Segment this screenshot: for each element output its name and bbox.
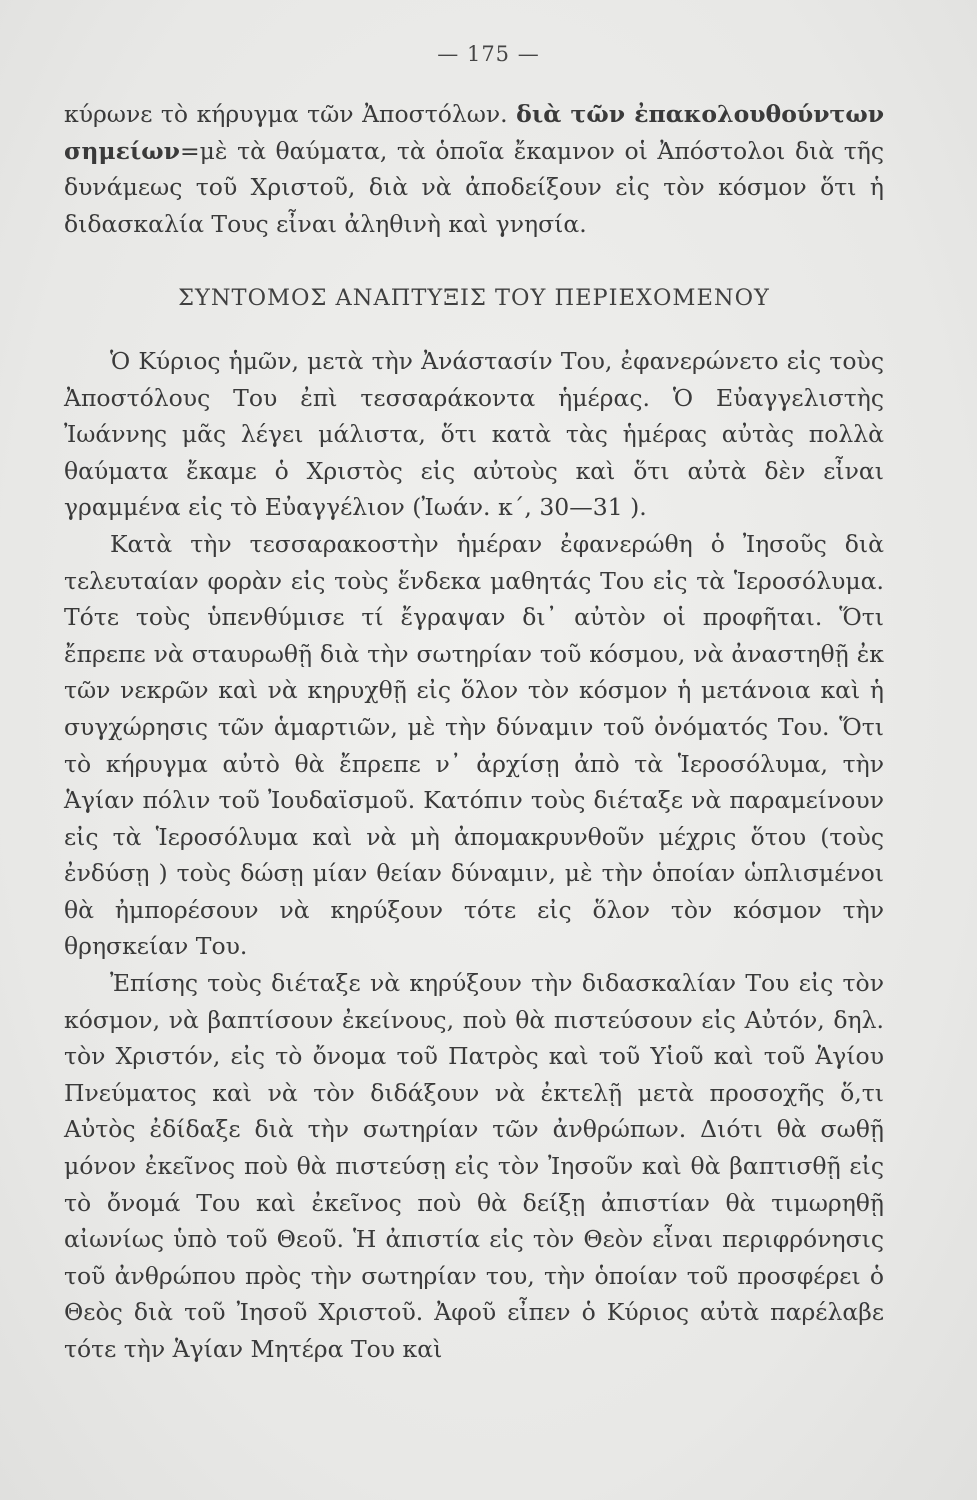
intro-text-end: =μὲ τὰ θαύματα, τὰ ὁποῖα ἔκαμνον οἱ Ἀπόστολοι διὰ τῆς δυνάμεως τοῦ Χριστοῦ, διὰ νὰ ἀποδείξουν εἰς τὸν κόσμον ὅτι ἡ διδασκαλία Τους εἶναι ἀληθινὴ καὶ γνησία.	[64, 136, 884, 238]
page-body	[64, 96, 884, 1368]
page-number: — 175 —	[437, 42, 540, 66]
body-paragraph-1: Ὁ Κύριος ἡμῶν, μετὰ τὴν Ἀνάστασίν Του, ἐφανερώνετο εἰς τοὺς Ἀποστόλους Του ἐπὶ τεσσαράκοντα ἡμέρας. Ὁ Εὐαγγελιστὴς Ἰωάννης μᾶς λέγει μάλιστα, ὅτι κατὰ τὰς ἡμέρας αὐτὰς πολλὰ θαύματα ἔκαμε ὁ Χριστὸς εἰς αὐτοὺς καὶ ὅτι αὐτὰ δὲν εἶναι γραμμένα εἰς τὸ Εὐαγγέλιον (Ἰωάν. κ΄, 30—31 ).	[64, 346, 884, 522]
intro-bold-phrase: διὰ τῶν ἐπακολουθούντων σημείων	[64, 100, 884, 165]
section-heading: ΣΥΝΤΟΜΟΣ ΑΝΑΠΤΥΞΙΣ ΤΟΥ ΠΕΡΙΕΧΟΜΕΝΟΥ	[178, 285, 770, 312]
body-paragraph-3: Ἐπίσης τοὺς διέταξε νὰ κηρύξουν τὴν διδασκαλίαν Του εἰς τὸν κόσμον, νὰ βαπτίσουν ἐκείνους, ποὺ θὰ πιστεύσουν εἰς Αὐτόν, δηλ. τὸν Χριστόν, εἰς τὸ ὄνομα τοῦ Πατρὸς καὶ τοῦ Υἱοῦ καὶ τοῦ Ἁγίου Πνεύματος καὶ νὰ τὸν διδάξουν νὰ ἐκτελῇ μετὰ προσοχῆς ὅ,τι Αὐτὸς ἐδίδαξε διὰ τὴν σωτηρίαν τῶν ἀνθρώπων. Διότι θὰ σωθῇ μόνον ἐκεῖνος ποὺ θὰ πιστεύσῃ εἰς τὸν Ἰησοῦν καὶ θὰ βαπτισθῇ εἰς τὸ ὄνομά Του καὶ ἐκεῖνος ποὺ θὰ δείξῃ ἀπιστίαν θὰ τιμωρηθῇ αἰωνίως ὑπὸ τοῦ Θεοῦ. Ἡ ἀπιστία εἰς τὸν Θεὸν εἶναι περιφρόνησις τοῦ ἀνθρώπου πρὸς τὴν σωτηρίαν του, τὴν ὁποίαν τοῦ προσφέρει ὁ Θεὸς διὰ τοῦ Ἰησοῦ Χριστοῦ. Ἀφοῦ εἶπεν ὁ Κύριος αὐτὰ παρέλαβε τότε τὴν Ἁγίαν Μητέρα Του καὶ	[64, 969, 884, 1363]
intro-paragraph	[64, 96, 884, 242]
intro-text-start: κύρωνε τὸ κήρυγμα τῶν Ἀποστόλων.	[64, 100, 517, 128]
body-paragraph-2: Κατὰ τὴν τεσσαρακοστὴν ἡμέραν ἐφανερώθη ὁ Ἰησοῦς διὰ τελευταίαν φορὰν εἰς τοὺς ἕνδεκα μαθητάς Του εἰς τὰ Ἱεροσόλυμα. Τότε τοὺς ὑπενθύμισε τί ἔγραψαν δι᾽ αὐτὸν οἱ προφῆται. Ὅτι ἔπρεπε νὰ σταυρωθῇ διὰ τὴν σωτηρίαν τοῦ κόσμου, νὰ ἀναστηθῇ ἐκ τῶν νεκρῶν καὶ νὰ κηρυχθῇ εἰς ὅλον τὸν κόσμον ἡ μετάνοια καὶ ἡ συγχώρησις τῶν ἁμαρτιῶν, μὲ τὴν δύναμιν τοῦ ὀνόματός Του. Ὅτι τὸ κήρυγμα αὐτὸ θὰ ἔπρεπε ν᾽ ἀρχίσῃ ἀπὸ τὰ Ἱεροσόλυμα, τὴν Ἁγίαν πόλιν τοῦ Ἰουδαϊσμοῦ. Κατόπιν τοὺς διέταξε νὰ παραμείνουν εἰς τὰ Ἱεροσόλυμα καὶ νὰ μὴ ἀπομακρυνθοῦν μέχρις ὅτου (τοὺς ἐνδύσῃ ) τοὺς δώσῃ μίαν θείαν δύναμιν, μὲ τὴν ὁποίαν ὡπλισμένοι θὰ ἠμπορέσουν νὰ κηρύξουν τότε εἰς ὅλον τὸν κόσμον τὴν θρησκείαν Του.	[64, 529, 884, 961]
